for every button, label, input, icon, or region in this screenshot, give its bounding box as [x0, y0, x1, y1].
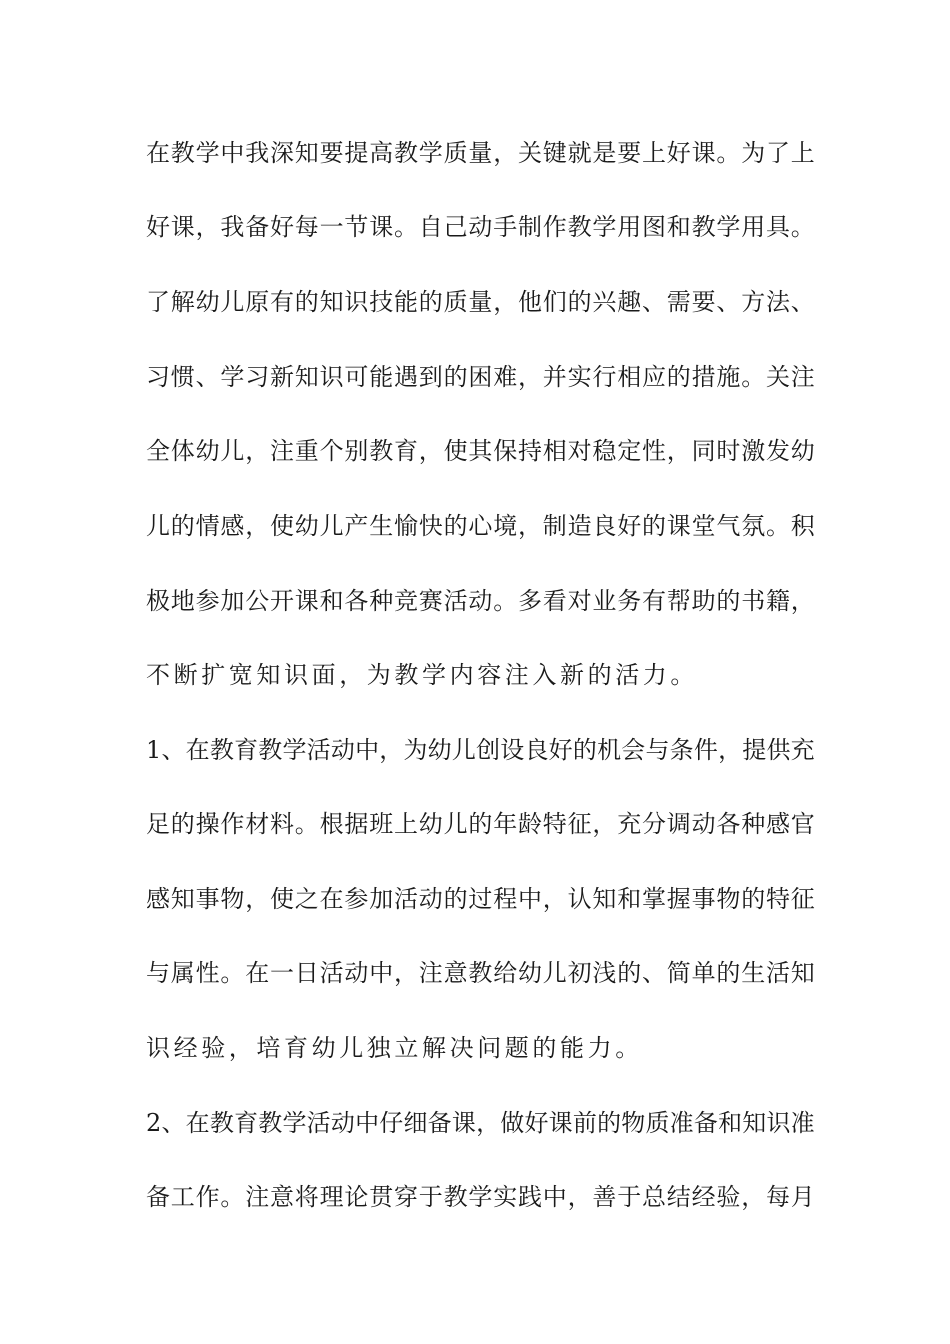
text-line: 全体幼儿，注重个别教育，使其保持相对稳定性，同时激发幼 — [146, 437, 816, 465]
text-line: 在教学中我深知要提高教学质量，关键就是要上好课。为了上 — [146, 139, 816, 167]
text-line: 1、在教育教学活动中，为幼儿创设良好的机会与条件，提供充 — [146, 736, 815, 764]
text-line: 习惯、学习新知识可能遇到的困难，并实行相应的措施。关注 — [146, 363, 816, 391]
text-line: 2、在教育教学活动中仔细备课，做好课前的物质准备和知识准 — [146, 1109, 815, 1137]
text-line: 感知事物，使之在参加活动的过程中，认知和掌握事物的特征 — [146, 885, 816, 913]
text-line: 不断扩宽知识面，为教学内容注入新的活力。 — [146, 661, 698, 689]
text-line: 足的操作材料。根据班上幼儿的年龄特征，充分调动各种感官 — [146, 810, 816, 838]
text-line: 备工作。注意将理论贯穿于教学实践中，善于总结经验，每月 — [146, 1183, 816, 1211]
text-line: 识经验，培育幼儿独立解决问题的能力。 — [146, 1034, 643, 1062]
text-line: 极地参加公开课和各种竞赛活动。多看对业务有帮助的书籍， — [146, 587, 816, 615]
text-line: 好课，我备好每一节课。自己动手制作教学用图和教学用具。 — [146, 213, 816, 241]
text-line: 儿的情感，使幼儿产生愉快的心境，制造良好的课堂气氛。积 — [146, 512, 816, 540]
text-line: 了解幼儿原有的知识技能的质量，他们的兴趣、需要、方法、 — [146, 288, 816, 316]
text-line: 与属性。在一日活动中，注意教给幼儿初浅的、简单的生活知 — [146, 959, 816, 987]
